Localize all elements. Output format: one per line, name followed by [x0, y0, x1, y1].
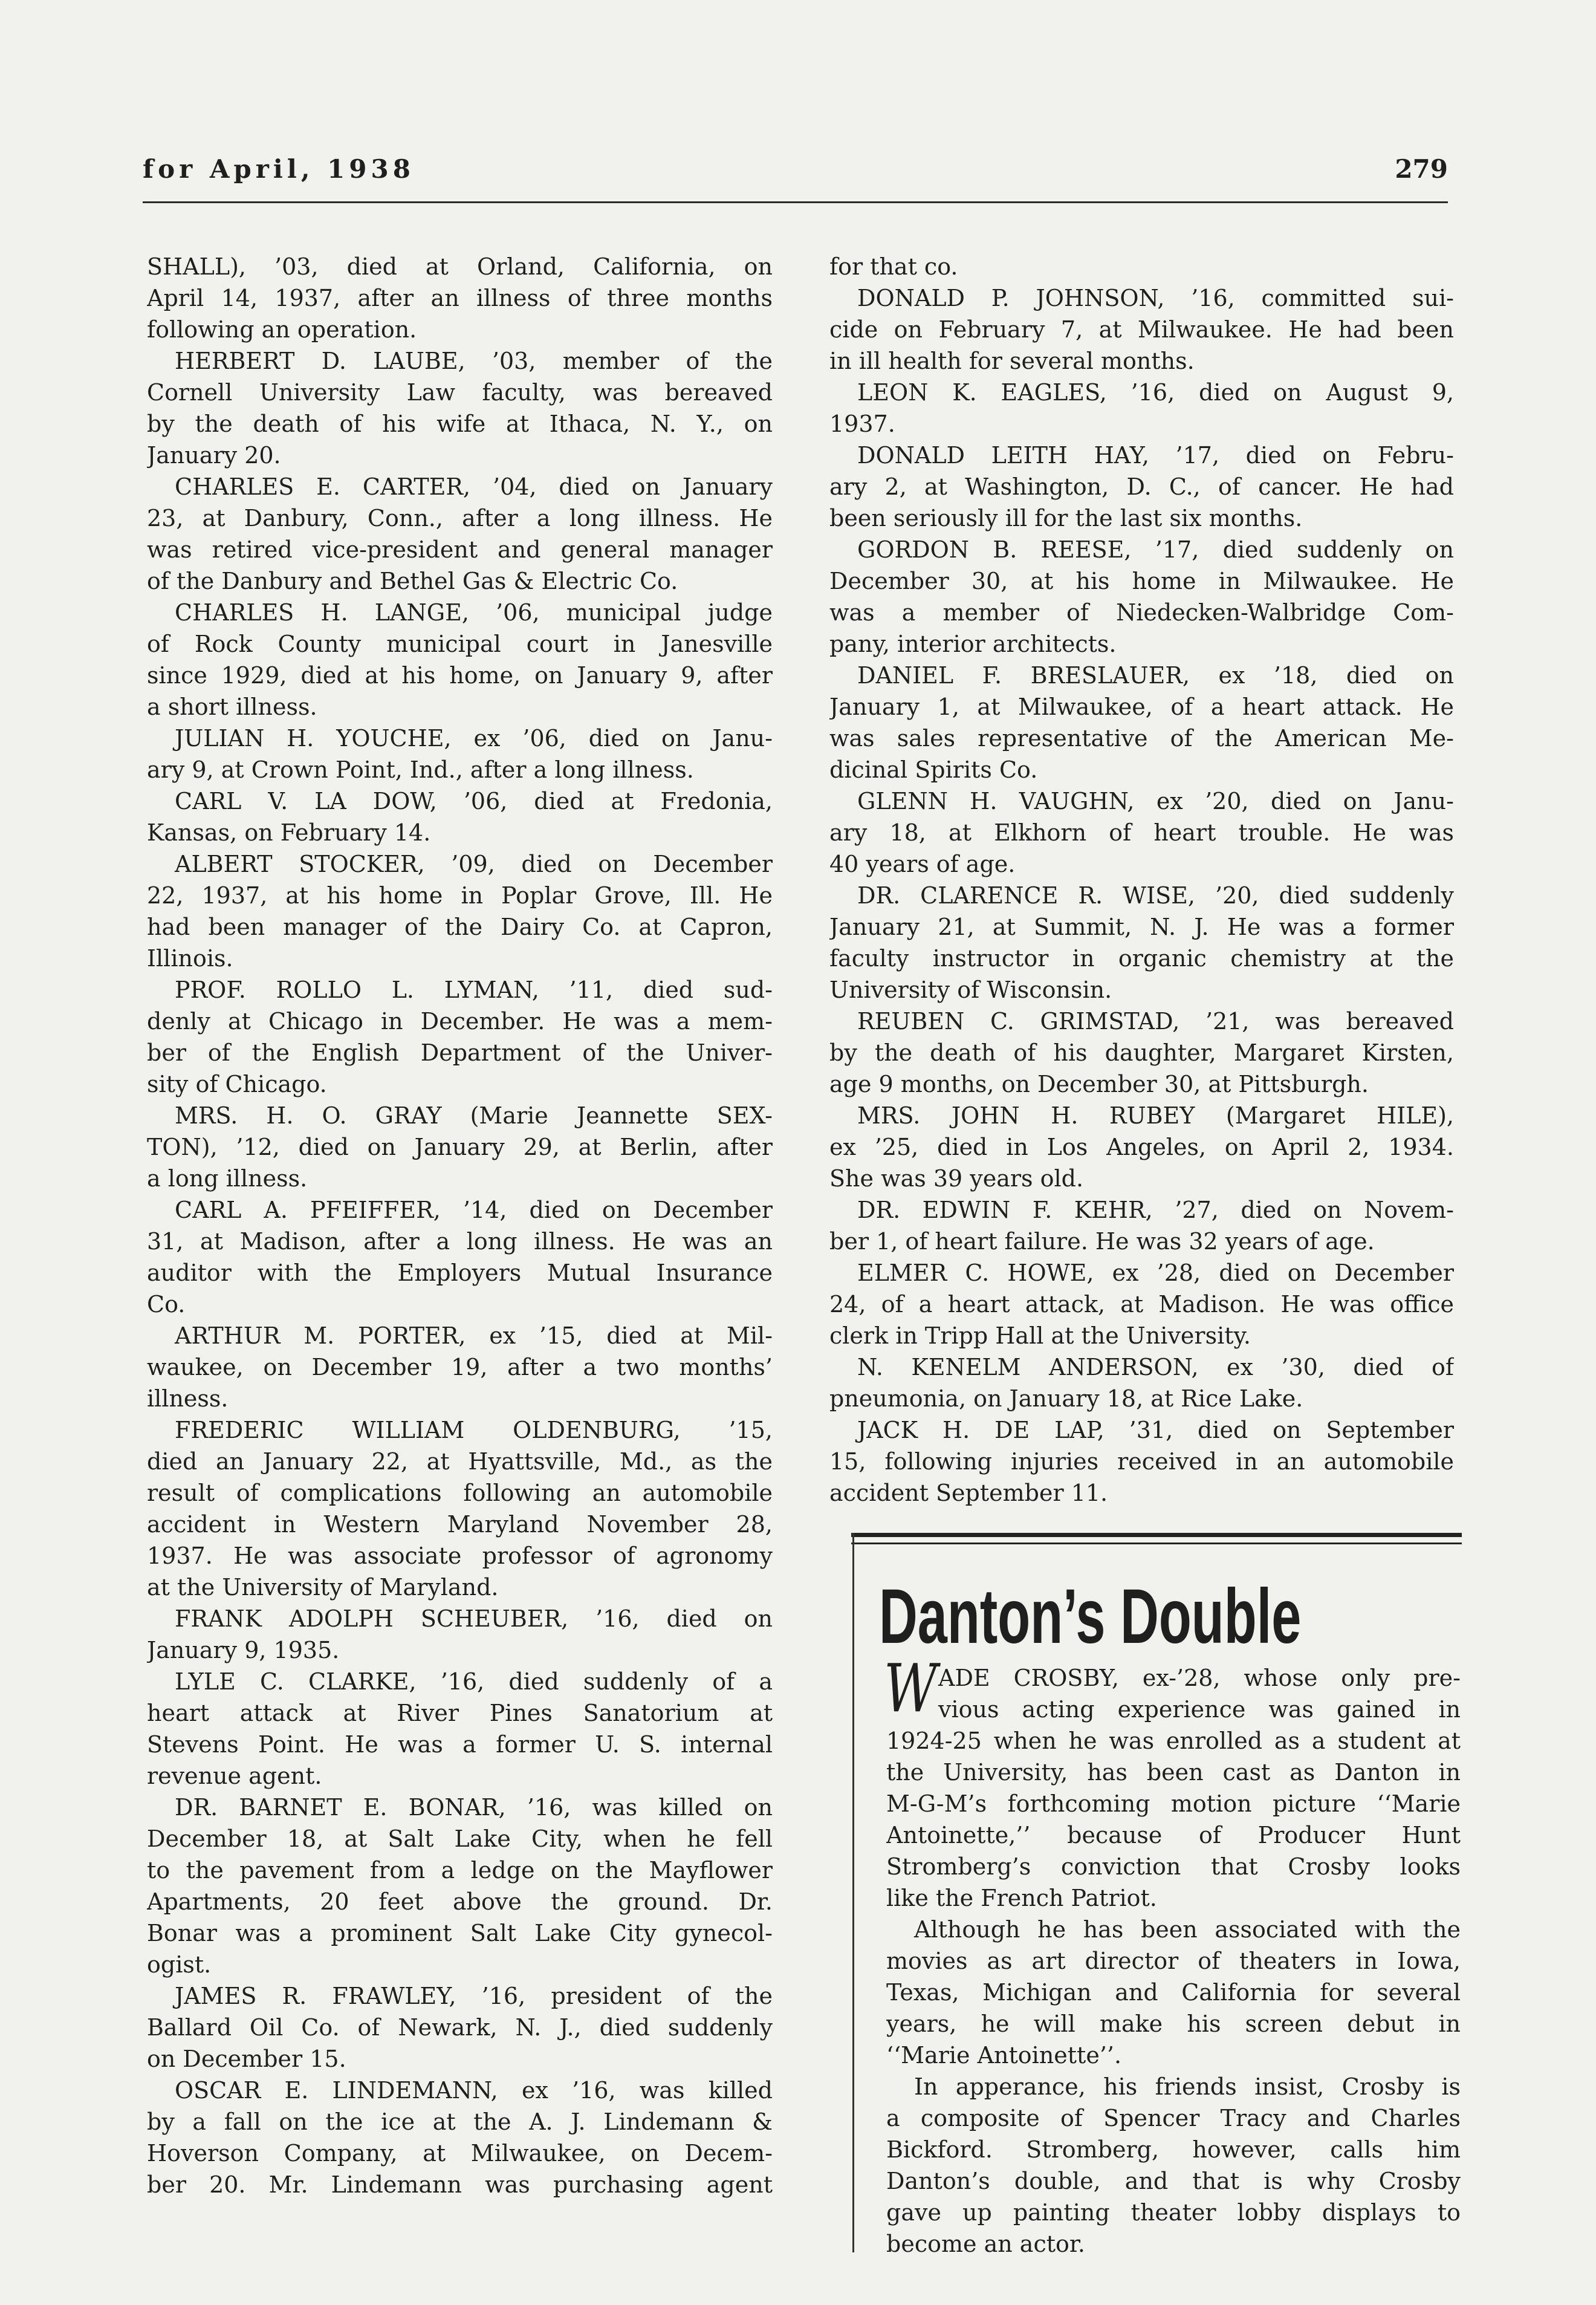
text-line: ary 18, at Elkhorn of heart trouble. He was — [829, 819, 1454, 846]
text-line: Texas, Michigan and California for several — [886, 1979, 1461, 2006]
text-line: GORDON B. REESE, ’17, died suddenly on — [857, 536, 1454, 563]
text-line: MRS. H. O. GRAY (Marie Jeannette SEX- — [175, 1102, 773, 1129]
paragraph — [147, 251, 773, 345]
text-line: Ballard Oil Co. of Newark, N. J., died suddenly — [147, 2014, 773, 2041]
text-line: 23, at Danbury, Conn., after a long illness. He — [147, 505, 773, 532]
paragraph — [147, 974, 773, 1100]
paragraph — [147, 848, 773, 974]
text-line: DR. EDWIN F. KEHR, ’27, died on Novem- — [857, 1197, 1454, 1223]
paragraph — [829, 251, 1454, 282]
text-line: years, he will make his screen debut in — [886, 2011, 1461, 2037]
paragraph — [147, 1414, 773, 1603]
text-line: died an January 22, at Hyattsville, Md., as the — [147, 1448, 773, 1475]
text-line: a composite of Spencer Tracy and Charles — [886, 2105, 1461, 2131]
text-line: Hoverson Company, at Milwaukee, on Decem- — [147, 2140, 773, 2167]
text-line: January 1, at Milwaukee, of a heart attack. He — [829, 694, 1454, 720]
paragraph — [147, 345, 773, 471]
text-line: January 9, 1935. — [147, 1637, 340, 1663]
text-line: in ill health for several months. — [829, 348, 1195, 374]
paragraph — [147, 2075, 773, 2200]
text-line: 31, at Madison, after a long illness. He was an — [147, 1228, 773, 1255]
text-line: Kansas, on February 14. — [147, 819, 431, 846]
text-line: was retired vice-president and general manager — [147, 536, 773, 563]
text-line: illness. — [147, 1385, 229, 1412]
text-line: LYLE C. CLARKE, ’16, died suddenly of a — [175, 1668, 773, 1695]
text-line: was a member of Niedecken-Walbridge Com- — [829, 599, 1454, 626]
text-line: PROF. ROLLO L. LYMAN, ’11, died sud- — [175, 977, 773, 1003]
paragraph — [147, 1666, 773, 1792]
text-line: the University, has been cast as Danton in — [886, 1759, 1461, 1786]
text-line: movies as art director of theaters in Iowa, — [886, 1948, 1461, 1974]
paragraph — [829, 534, 1454, 660]
text-line: accident September 11. — [829, 1480, 1108, 1506]
text-line: Illinois. — [147, 945, 233, 972]
drop-cap: W — [884, 1650, 938, 1727]
paragraph — [147, 785, 773, 848]
text-line: of the Danbury and Bethel Gas & Electric Co. — [147, 568, 678, 594]
sidebar-box — [851, 1533, 1462, 2258]
header-rule — [143, 201, 1448, 203]
text-line: University of Wisconsin. — [829, 977, 1112, 1003]
text-line: ARTHUR M. PORTER, ex ’15, died at Mil- — [175, 1322, 773, 1349]
text-line: sity of Chicago. — [147, 1071, 327, 1097]
text-line: ary 9, at Crown Point, Ind., after a long illness. — [147, 756, 694, 783]
paragraph — [829, 440, 1454, 534]
paragraph — [147, 1980, 773, 2075]
text-line: DANIEL F. BRESLAUER, ex ’18, died on — [857, 662, 1454, 689]
paragraph — [829, 1006, 1454, 1100]
text-line: pneumonia, on January 18, at Rice Lake. — [829, 1385, 1303, 1412]
text-line: to the pavement from a ledge on the Mayflower — [147, 1857, 773, 1884]
paragraph — [147, 723, 773, 785]
text-line: ber 1, of heart failure. He was 32 years of age. — [829, 1228, 1375, 1255]
left-column — [147, 251, 773, 2200]
text-line: ary 2, at Washington, D. C., of cancer. He had — [829, 473, 1454, 500]
paragraph — [829, 880, 1454, 1006]
text-line: cide on February 7, at Milwaukee. He had been — [829, 316, 1454, 343]
text-line: TON), ’12, died on January 29, at Berlin, after — [147, 1134, 773, 1160]
text-line: following an operation. — [147, 316, 417, 343]
text-line: been seriously ill for the last six months. — [829, 505, 1303, 532]
text-line: CHARLES E. CARTER, ’04, died on January — [175, 473, 773, 500]
paragraph — [147, 1603, 773, 1666]
text-line: 40 years of age. — [829, 851, 1016, 877]
text-line: ‘‘Marie Antoinette’’. — [886, 2042, 1122, 2069]
text-line: for that co. — [829, 253, 958, 280]
text-line: pany, interior architects. — [829, 631, 1117, 657]
text-line: heart attack at River Pines Sanatorium at — [147, 1700, 773, 1726]
text-line: JAMES R. FRAWLEY, ’16, president of the — [175, 1983, 773, 2009]
text-line: SHALL), ’03, died at Orland, California, on — [147, 253, 773, 280]
text-line: of Rock County municipal court in Janesville — [147, 631, 773, 657]
text-line: vious acting experience was gained in — [938, 1696, 1461, 1723]
running-head: for April, 1938 — [143, 154, 415, 184]
paragraph — [829, 1414, 1454, 1509]
text-line: ALBERT STOCKER, ’09, died on December — [175, 851, 773, 877]
text-line: Cornell University Law faculty, was bereaved — [147, 379, 773, 406]
paragraph — [147, 1320, 773, 1414]
text-line: M-G-M’s forthcoming motion picture ‘‘Marie — [886, 1790, 1461, 1817]
text-line: FRANK ADOLPH SCHEUBER, ’16, died on — [175, 1605, 773, 1632]
text-line: ber of the English Department of the Univer- — [147, 1039, 773, 1066]
paragraph — [886, 1914, 1461, 2071]
text-line: Bonar was a prominent Salt Lake City gynecol- — [147, 1920, 773, 1946]
text-line: by a fall on the ice at the A. J. Lindemann & — [147, 2108, 773, 2135]
text-line: Bickford. Stromberg, however, calls him — [886, 2136, 1461, 2163]
text-line: January 21, at Summit, N. J. He was a former — [829, 914, 1454, 940]
text-line: 24, of a heart attack, at Madison. He was office — [829, 1291, 1454, 1318]
paragraph — [829, 1351, 1454, 1414]
text-line: revenue agent. — [147, 1763, 322, 1789]
paragraph — [147, 1100, 773, 1194]
text-line: by the death of his daughter, Margaret Kirsten, — [829, 1039, 1454, 1066]
text-line: accident in Western Maryland November 28, — [147, 1511, 773, 1538]
paragraph — [886, 1662, 1461, 1914]
text-line: JULIAN H. YOUCHE, ex ’06, died on Janu- — [175, 725, 773, 752]
text-line: CARL V. LA DOW, ’06, died at Fredonia, — [175, 788, 773, 814]
paragraph — [829, 1100, 1454, 1194]
sidebar-top-rule — [851, 1533, 1462, 1537]
text-line: faculty instructor in organic chemistry at the — [829, 945, 1454, 972]
paragraph — [147, 1792, 773, 1980]
text-line: December 18, at Salt Lake City, when he fell — [147, 1825, 773, 1852]
text-line: Danton’s double, and that is why Crosby — [886, 2168, 1461, 2194]
paragraph — [829, 377, 1454, 440]
text-line: clerk in Tripp Hall at the University. — [829, 1322, 1251, 1349]
text-line: Stevens Point. He was a former U. S. internal — [147, 1731, 773, 1758]
text-line: She was 39 years old. — [829, 1165, 1084, 1192]
text-line: Co. — [147, 1291, 186, 1318]
text-line: DR. CLARENCE R. WISE, ’20, died suddenly — [857, 882, 1454, 909]
text-line: ELMER C. HOWE, ex ’28, died on December — [857, 1260, 1454, 1286]
sidebar-title: Danton’s Double — [879, 1573, 1302, 1660]
text-line: GLENN H. VAUGHN, ex ’20, died on Janu- — [857, 788, 1454, 814]
text-line: DONALD P. JOHNSON, ’16, committed sui- — [857, 285, 1454, 311]
text-line: waukee, on December 19, after a two months’ — [147, 1354, 773, 1380]
text-line: N. KENELM ANDERSON, ex ’30, died of — [857, 1354, 1454, 1380]
text-line: a short illness. — [147, 694, 317, 720]
text-line: January 20. — [147, 442, 281, 469]
text-line: CARL A. PFEIFFER, ’14, died on December — [175, 1197, 773, 1223]
text-line: had been manager of the Dairy Co. at Capron, — [147, 914, 773, 940]
paragraph — [829, 282, 1454, 377]
text-line: DR. BARNET E. BONAR, ’16, was killed on — [175, 1794, 773, 1821]
text-line: ogist. — [147, 1951, 212, 1978]
text-line: dicinal Spirits Co. — [829, 756, 1038, 783]
text-line: DONALD LEITH HAY, ’17, died on Febru- — [857, 442, 1454, 469]
text-line: like the French Patriot. — [886, 1885, 1157, 1911]
text-line: REUBEN C. GRIMSTAD, ’21, was bereaved — [857, 1008, 1454, 1035]
text-line: on December 15. — [147, 2046, 346, 2072]
sidebar-left-rule — [852, 1533, 854, 2252]
text-line: ex ’25, died in Los Angeles, on April 2, 1934. — [829, 1134, 1454, 1160]
paragraph — [147, 1194, 773, 1320]
text-line: April 14, 1937, after an illness of three months — [147, 285, 773, 311]
text-line: denly at Chicago in December. He was a mem- — [147, 1008, 773, 1035]
text-line: LEON K. EAGLES, ’16, died on August 9, — [857, 379, 1454, 406]
text-line: 1937. He was associate professor of agronomy — [147, 1543, 773, 1569]
sidebar-body — [886, 1662, 1461, 2260]
text-line: become an actor. — [886, 2231, 1085, 2257]
text-line: Stromberg’s conviction that Crosby looks — [886, 1853, 1461, 1880]
text-line: 15, following injuries received in an automobile — [829, 1448, 1454, 1475]
text-line: 22, 1937, at his home in Poplar Grove, Ill. He — [147, 882, 773, 909]
text-line: December 30, at his home in Milwaukee. He — [829, 568, 1454, 594]
paragraph — [147, 471, 773, 597]
text-line: Although he has been associated with the — [914, 1916, 1461, 1943]
text-line: by the death of his wife at Ithaca, N. Y., on — [147, 411, 773, 437]
text-line: gave up painting theater lobby displays to — [886, 2199, 1461, 2226]
text-line: JACK H. DE LAP, ’31, died on September — [857, 1417, 1454, 1443]
text-line: In apperance, his friends insist, Crosby is — [914, 2073, 1461, 2100]
paragraph — [829, 1257, 1454, 1351]
text-line: auditor with the Employers Mutual Insurance — [147, 1260, 773, 1286]
text-line: was sales representative of the American Me- — [829, 725, 1454, 752]
text-line: MRS. JOHN H. RUBEY (Margaret HILE), — [857, 1102, 1454, 1129]
text-line: ADE CROSBY, ex-’28, whose only pre- — [938, 1665, 1461, 1691]
paragraph — [147, 597, 773, 723]
text-line: result of complications following an automobile — [147, 1480, 773, 1506]
text-line: Apartments, 20 feet above the ground. Dr. — [147, 1888, 773, 1915]
text-line: OSCAR E. LINDEMANN, ex ’16, was killed — [175, 2077, 773, 2104]
page-number: 279 — [1395, 154, 1448, 184]
text-line: ber 20. Mr. Lindemann was purchasing agent — [147, 2171, 773, 2198]
text-line: at the University of Maryland. — [147, 1574, 499, 1601]
right-column — [829, 251, 1454, 1509]
text-line: Antoinette,’’ because of Producer Hunt — [886, 1822, 1461, 1848]
text-line: a long illness. — [147, 1165, 308, 1192]
paragraph — [829, 1194, 1454, 1257]
text-line: 1924-25 when he was enrolled as a student at — [886, 1728, 1461, 1754]
text-line: FREDERIC WILLIAM OLDENBURG, ’15, — [175, 1417, 773, 1443]
sidebar-top-rule-thin — [851, 1543, 1462, 1544]
paragraph — [829, 660, 1454, 785]
text-line: age 9 months, on December 30, at Pittsburgh. — [829, 1071, 1369, 1097]
text-line: since 1929, died at his home, on January 9, after — [147, 662, 773, 689]
text-line: CHARLES H. LANGE, ’06, municipal judge — [175, 599, 773, 626]
text-line: HERBERT D. LAUBE, ’03, member of the — [175, 348, 773, 374]
paragraph — [886, 2071, 1461, 2260]
paragraph — [829, 785, 1454, 880]
text-line: 1937. — [829, 411, 895, 437]
